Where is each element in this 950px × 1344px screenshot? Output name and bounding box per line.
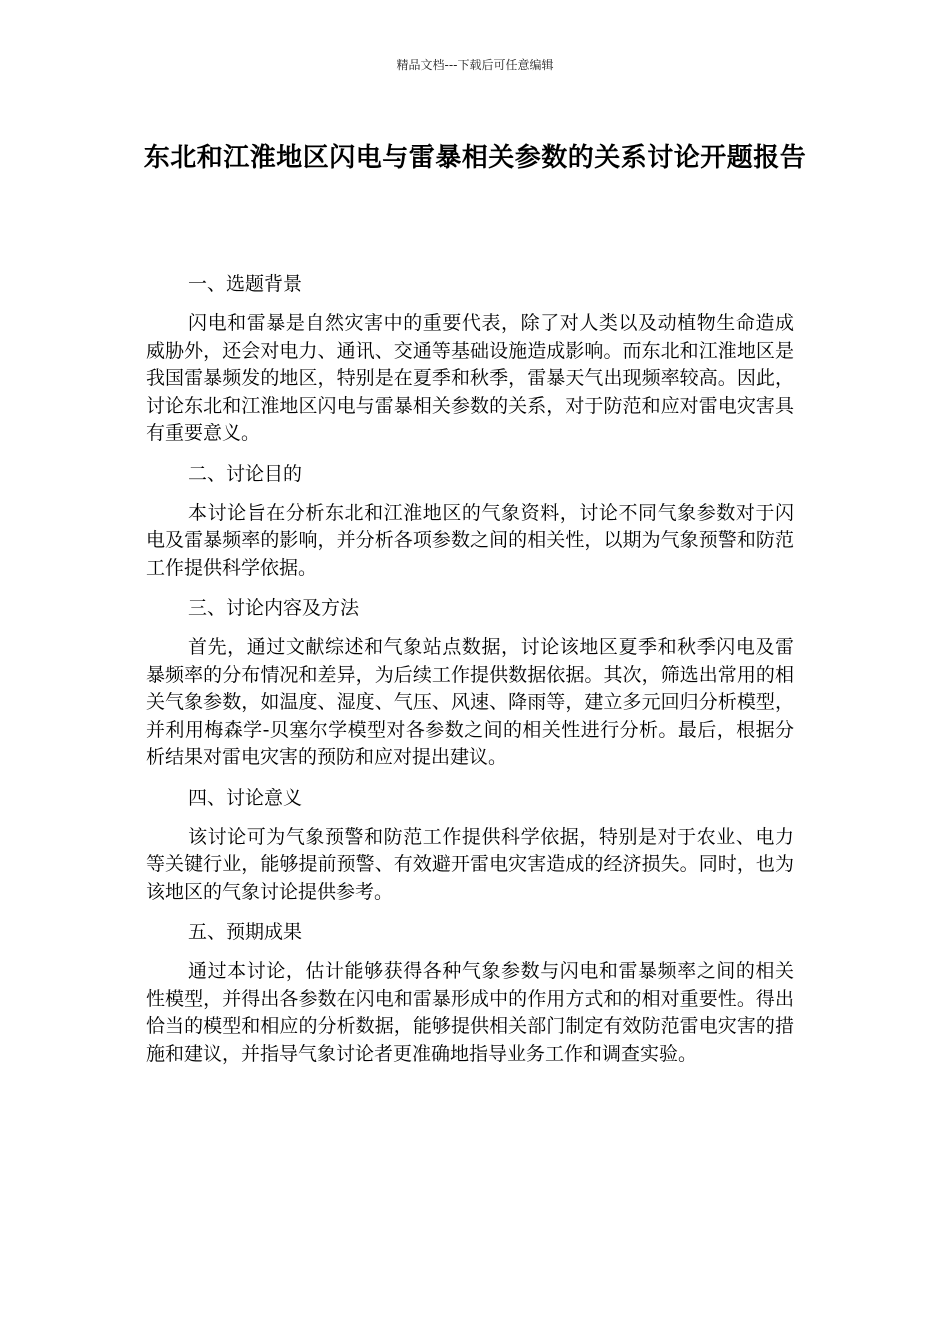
section-heading: 二、讨论目的 xyxy=(188,462,303,485)
section-heading: 一、选题背景 xyxy=(188,273,303,295)
section-purpose xyxy=(146,460,794,583)
section-paragraph: 本讨论旨在分析东北和江淮地区的气象资料，讨论不同气象参数对于闪电及雷暴频率的影响，并分析各项参数之间的相关性，以期为气象预警和防范工作提供科学依据。 xyxy=(146,501,794,579)
section-heading: 三、讨论内容及方法 xyxy=(188,597,360,619)
section-heading: 五、预期成果 xyxy=(188,921,303,943)
section-significance xyxy=(146,784,794,907)
document-title: 东北和江淮地区闪电与雷暴相关参数的关系讨论开题报告 xyxy=(143,143,807,173)
section-paragraph: 该讨论可为气象预警和防范工作提供科学依据，特别是对于农业、电力等关键行业，能够提前预警、有效避开雷电灾害造成的经济损失。同时，也为该地区的气象讨论提供参考。 xyxy=(146,825,794,903)
section-paragraph: 通过本讨论，估计能够获得各种气象参数与闪电和雷暴频率之间的相关性模型，并得出各参数在闪电和雷暴形成中的作用方式和的相对重要性。得出恰当的模型和相应的分析数据，能够提供相关部门制定有效防范雷电灾害的措施和建议，并指导气象讨论者更准确地指导业务工作和调查实验。 xyxy=(146,960,794,1065)
section-background xyxy=(146,270,794,448)
section-heading: 四、讨论意义 xyxy=(188,786,303,809)
section-paragraph: 首先，通过文献综述和气象站点数据，讨论该地区夏季和秋季闪电及雷暴频率的分布情况和差异，为后续工作提供数据依据。其次，筛选出常用的相关气象参数，如温度、湿度、气压、风速、降雨等，建立多元回归分析模型，并利用梅森学-贝塞尔学模型对各参数之间的相关性进行分析。最后，根据分析结果对雷电灾害的预防和应对提出建议。 xyxy=(146,636,794,768)
document-body xyxy=(146,270,794,1080)
header-note: 精品文档---下载后可任意编辑 xyxy=(396,58,554,72)
section-paragraph: 闪电和雷暴是自然灾害中的重要代表，除了对人类以及动植物生命造成威胁外，还会对电力、通讯、交通等基础设施造成影响。而东北和江淮地区是我国雷暴频发的地区，特别是在夏季和秋季，雷暴天气出现频率较高。因此，讨论东北和江淮地区闪电与雷暴相关参数的关系，对于防范和应对雷电灾害具有重要意义。 xyxy=(146,312,794,444)
section-expected-results xyxy=(146,918,794,1068)
section-content-and-methods xyxy=(146,594,794,772)
